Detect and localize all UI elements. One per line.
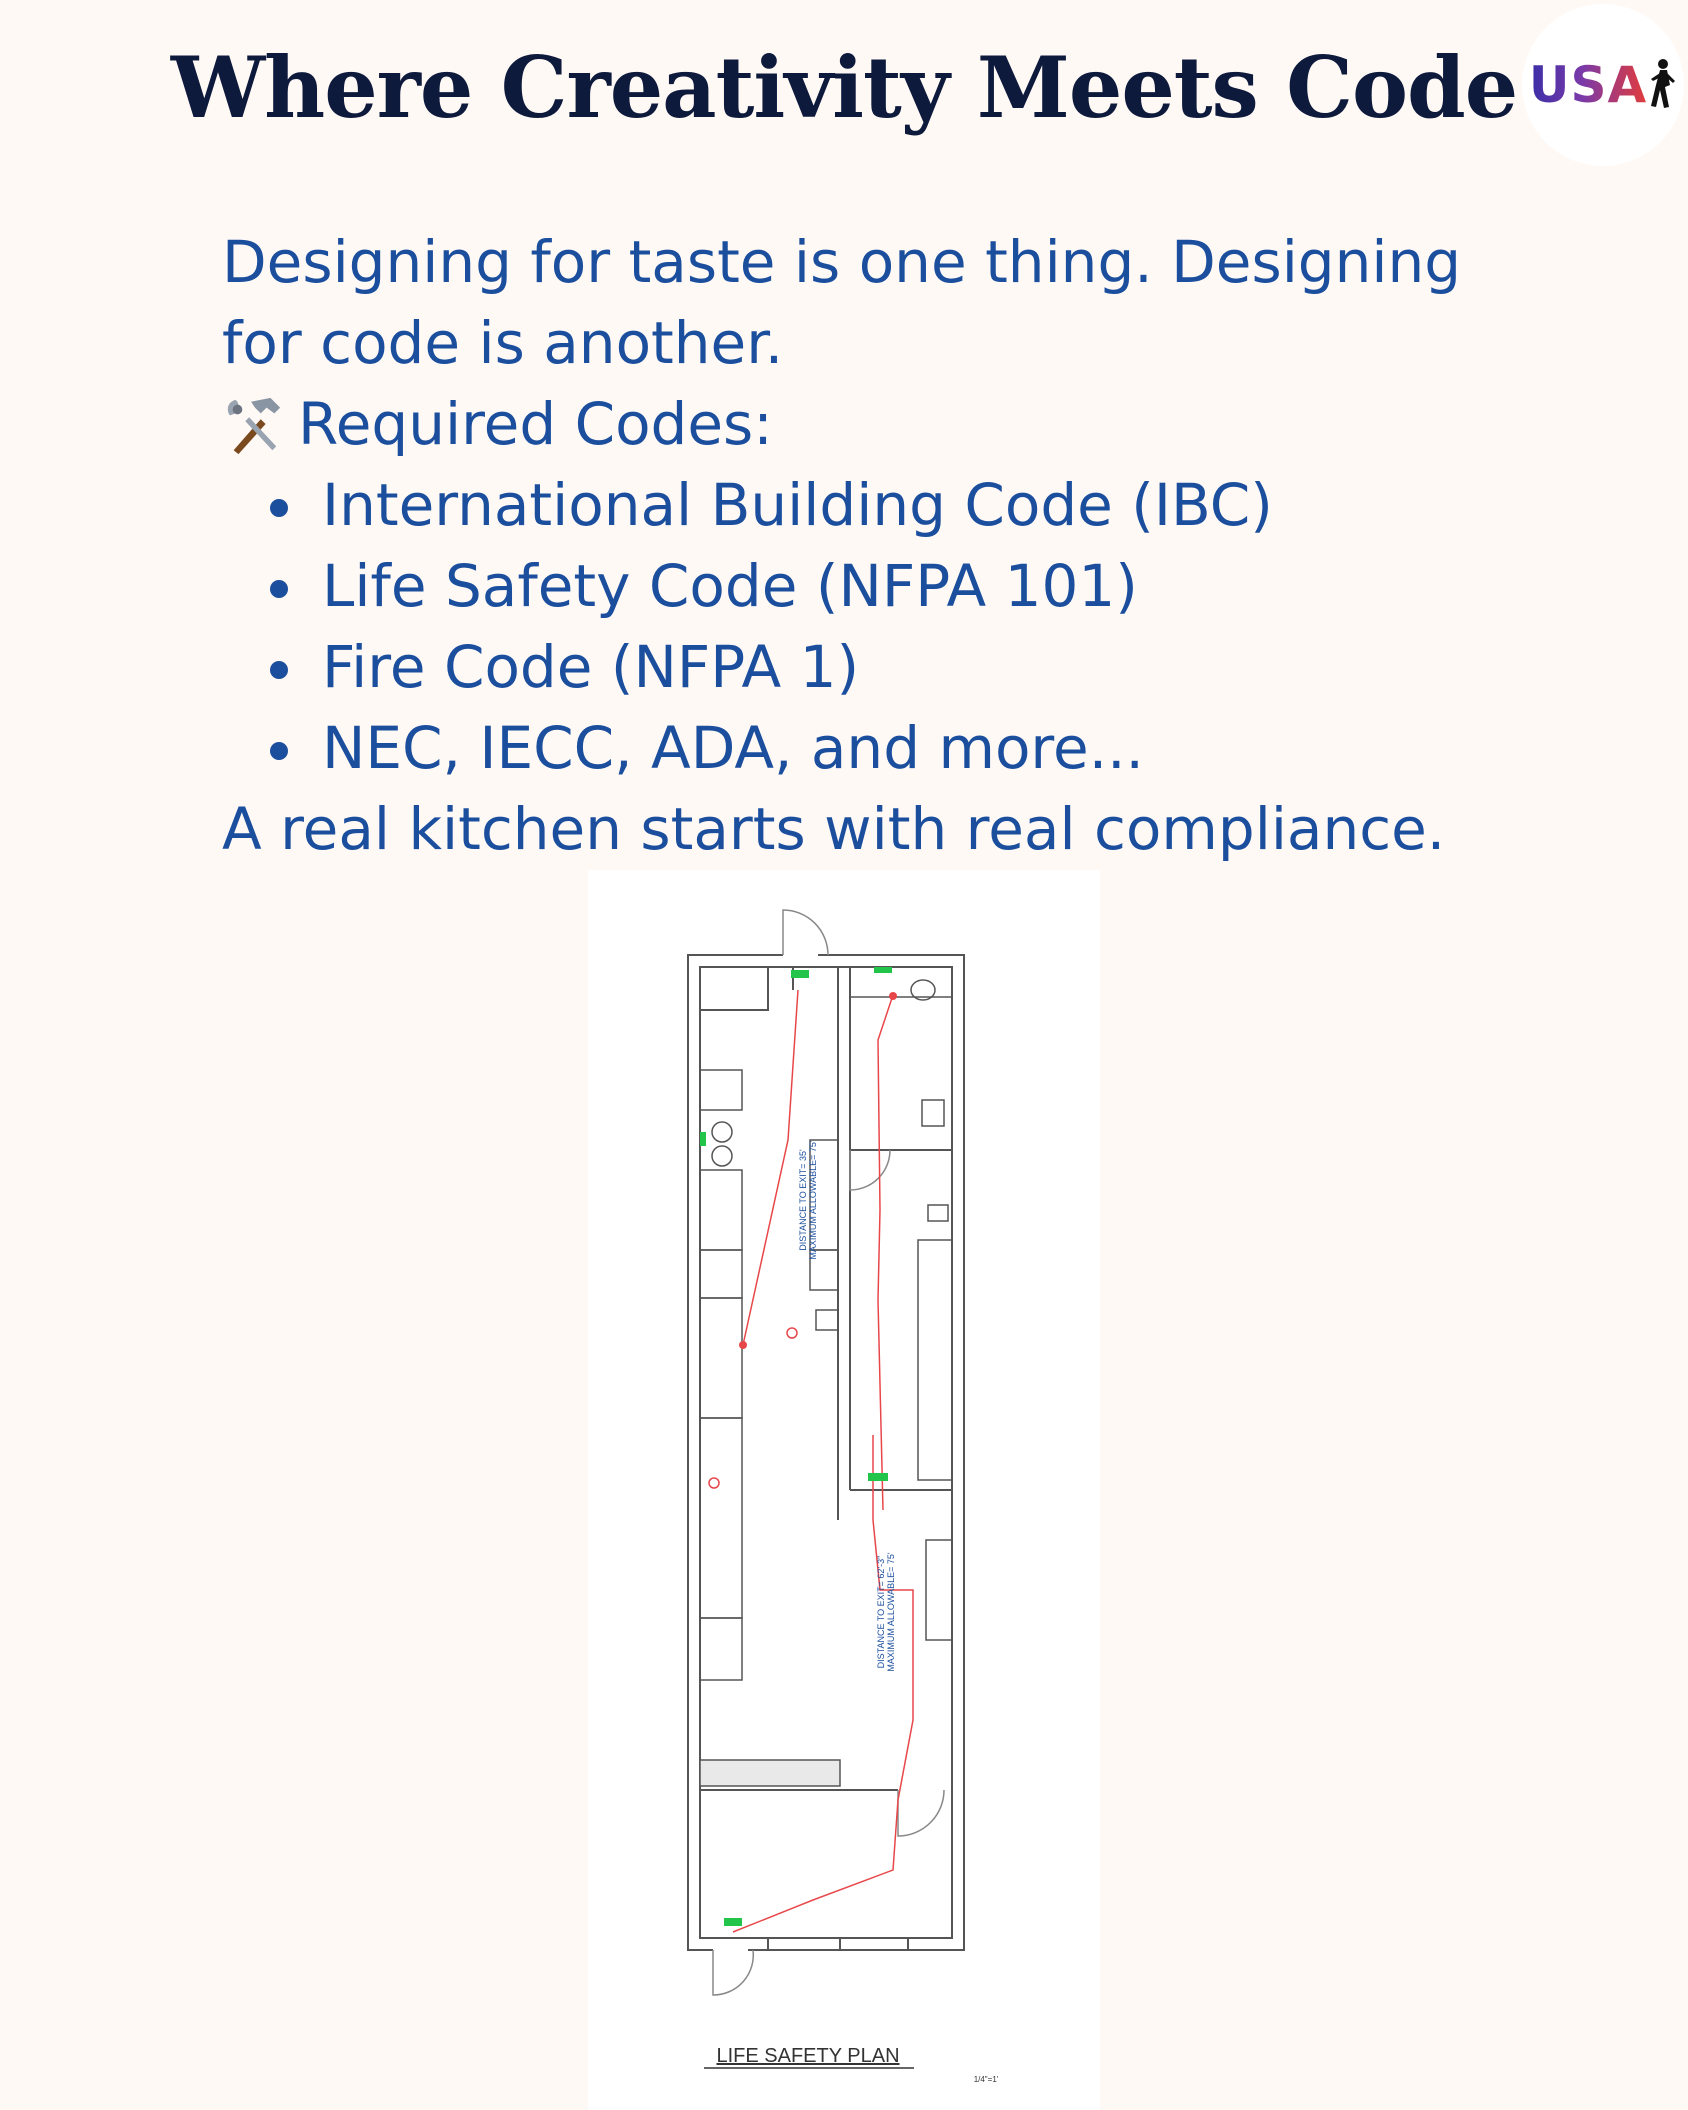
list-item: Fire Code (NFPA 1) — [222, 627, 1522, 708]
floor-plan-drawing — [588, 870, 1100, 2110]
codes-list — [222, 465, 1522, 789]
life-safety-plan — [588, 870, 1100, 2110]
plan-title: LIFE SAFETY PLAN — [716, 2045, 900, 2067]
distance-annotation-1-line-1: DISTANCE TO EXIT= 35' — [798, 1149, 808, 1251]
logo-text: USA — [1528, 56, 1648, 114]
required-codes-heading — [222, 384, 1522, 465]
distance-annotation-1-line-2: MAXIMUM ALLOWABLE= 75' — [808, 1140, 818, 1260]
body-text — [222, 222, 1522, 870]
required-codes-label: Required Codes: — [298, 390, 773, 458]
intro-text: Designing for taste is one thing. Designing for code is another. — [222, 228, 1462, 377]
runner-figure-icon — [1643, 57, 1677, 113]
closing-text: A real kitchen starts with real compliance. — [222, 795, 1446, 863]
page-title: Where Creativity Meets Code — [170, 38, 1518, 137]
list-item: International Building Code (IBC) — [222, 465, 1522, 546]
distance-annotation-2-line-1: DISTANCE TO EXIT= 62'-3" — [876, 1555, 886, 1669]
distance-annotation-2-line-2: MAXIMUM ALLOWABLE= 75' — [886, 1552, 896, 1672]
list-item: Life Safety Code (NFPA 101) — [222, 546, 1522, 627]
hammer-wrench-icon — [222, 394, 284, 456]
plan-scale: 1/4"=1' — [973, 2075, 999, 2084]
list-item: NEC, IECC, ADA, and more... — [222, 708, 1522, 789]
usa-logo — [1522, 4, 1684, 166]
